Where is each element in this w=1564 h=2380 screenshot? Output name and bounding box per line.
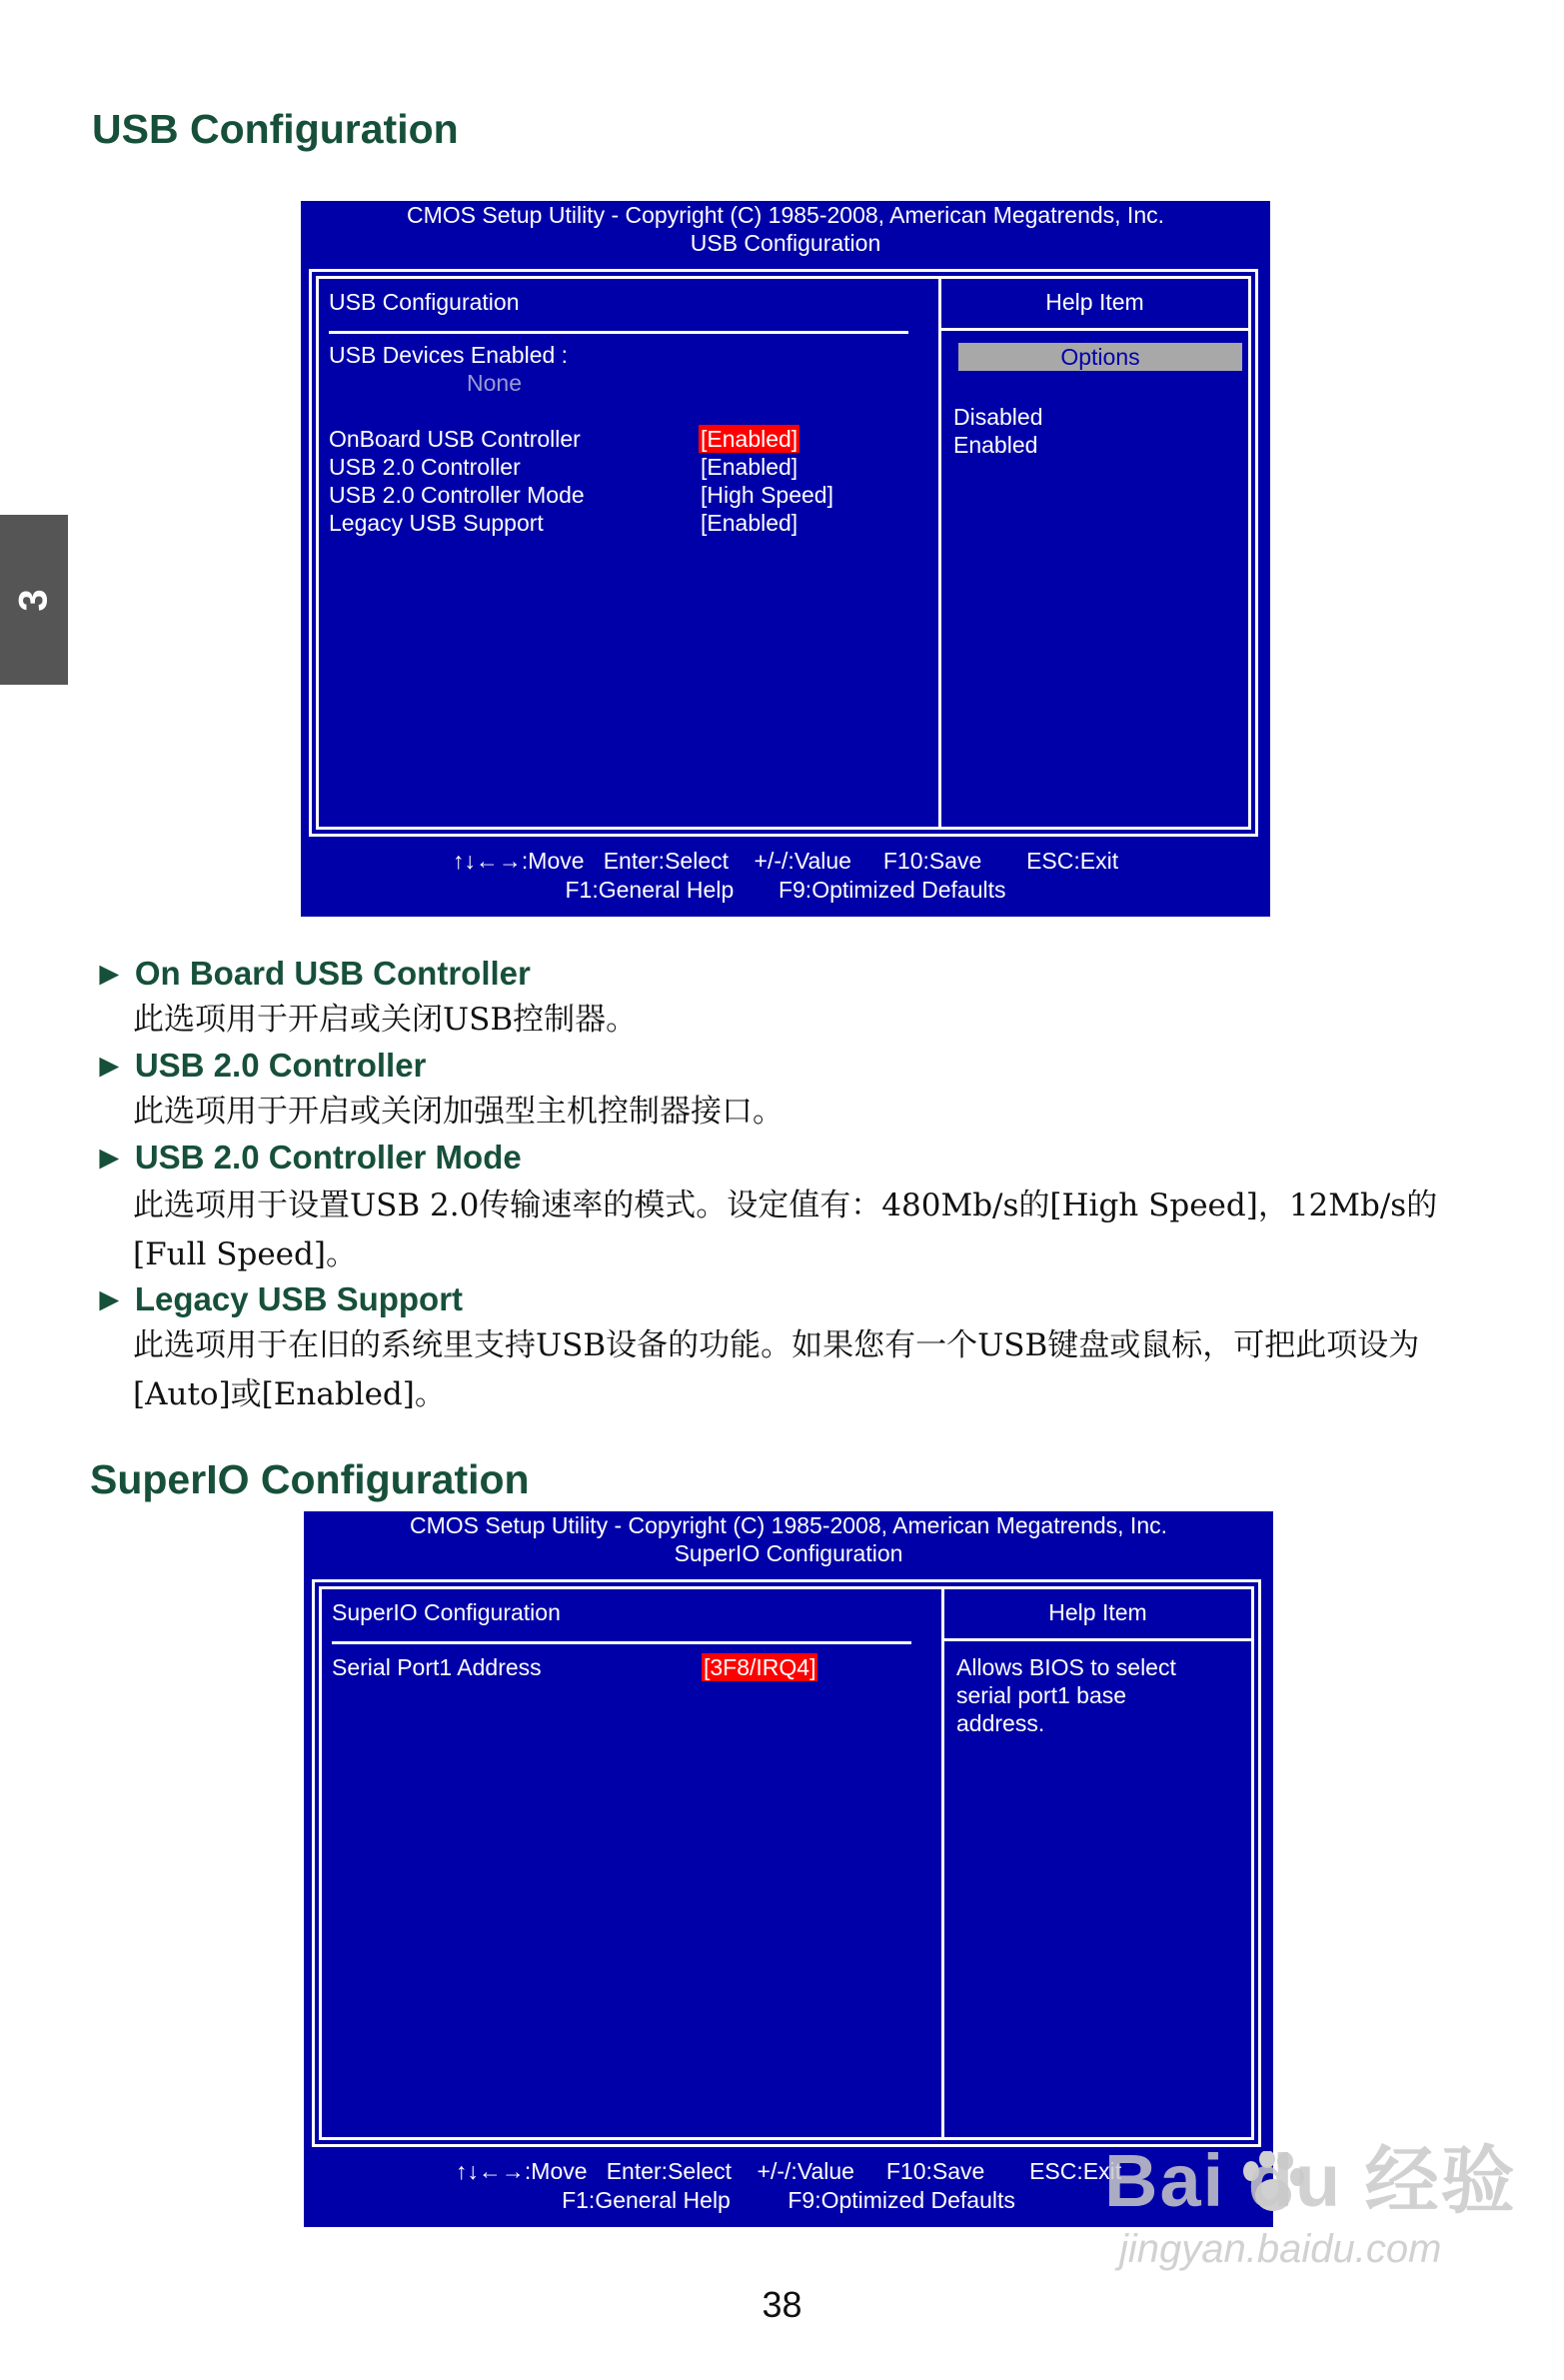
main-panel-heading: USB Configuration bbox=[329, 289, 520, 315]
setting-value-usb2-controller[interactable]: [Enabled] bbox=[701, 454, 798, 480]
setting-value-legacy-usb[interactable]: [Enabled] bbox=[701, 510, 798, 536]
setting-label-legacy-usb[interactable]: Legacy USB Support bbox=[329, 510, 544, 536]
help-divider bbox=[941, 328, 1248, 331]
help-text-line: Allows BIOS to select bbox=[956, 1654, 1176, 1680]
bios-frame bbox=[309, 269, 1258, 837]
item-title-onboard-usb: ► On Board USB Controller bbox=[93, 955, 531, 992]
baidu-watermark: Bai du 经验 bbox=[1104, 2139, 1517, 2222]
item-title-legacy-usb: ► Legacy USB Support bbox=[93, 1280, 464, 1317]
options-bar: Options bbox=[958, 343, 1242, 371]
usb-devices-label: USB Devices Enabled : bbox=[329, 342, 569, 368]
setting-label-usb2-mode[interactable]: USB 2.0 Controller Mode bbox=[329, 482, 585, 508]
item-title-usb2-mode: ► USB 2.0 Controller Mode bbox=[93, 1139, 522, 1176]
panel-divider bbox=[938, 279, 941, 827]
item-title-usb2-controller: ► USB 2.0 Controller bbox=[93, 1047, 427, 1084]
bios-frame bbox=[312, 1579, 1261, 2147]
usb-devices-value: None bbox=[467, 370, 522, 396]
bios-screen-usb bbox=[301, 201, 1270, 917]
bios-titlebar bbox=[301, 201, 1270, 257]
main-heading-rule bbox=[329, 331, 908, 334]
help-panel-heading: Help Item bbox=[1045, 289, 1144, 315]
chapter-number: 3 bbox=[11, 588, 56, 612]
section-heading-superio: SuperIO Configuration bbox=[90, 1456, 530, 1502]
bios-keyhelp-line1: ↑↓←→:Move Enter:Select +/-/:Value F10:Save ESC:Exit bbox=[455, 2158, 1122, 2184]
bios-frame-inner bbox=[316, 276, 1251, 830]
bios-screen-title: USB Configuration bbox=[690, 230, 881, 256]
help-divider bbox=[944, 1638, 1251, 1641]
bios-keyhelp-line1: ↑↓←→:Move Enter:Select +/-/:Value F10:Save ESC:Exit bbox=[452, 848, 1119, 874]
item-desc-usb2-mode: 此选项用于设置USB 2.0传输速率的模式。设定值有：480Mb/s的[High Speed]，12Mb/s的[Full Speed]。 bbox=[133, 1188, 1438, 1272]
panel-divider bbox=[941, 1589, 944, 2137]
bios-titlebar bbox=[304, 1511, 1273, 1567]
section-heading-usb: USB Configuration bbox=[92, 106, 459, 152]
setting-label-usb2-controller[interactable]: USB 2.0 Controller bbox=[329, 454, 521, 480]
setting-value-onboard-usb[interactable]: [Enabled] bbox=[701, 426, 798, 452]
item-desc-legacy-usb: 此选项用于在旧的系统里支持USB设备的功能。如果您有一个USB键盘或鼠标，可把此项设为[Auto]或[Enabled]。 bbox=[133, 1327, 1420, 1412]
bios-copyright: CMOS Setup Utility - Copyright (C) 1985-2008, American Megatrends, Inc. bbox=[406, 202, 1165, 228]
item-desc-usb2-controller: 此选项用于开启或关闭加强型主机控制器接口。 bbox=[133, 1094, 783, 1130]
setting-value-usb2-mode[interactable]: [High Speed] bbox=[701, 482, 833, 508]
bios-copyright: CMOS Setup Utility - Copyright (C) 1985-2008, American Megatrends, Inc. bbox=[409, 1512, 1168, 1538]
main-heading-rule bbox=[332, 1641, 911, 1644]
bios-frame-inner bbox=[319, 1586, 1254, 2140]
main-panel-heading: SuperIO Configuration bbox=[332, 1599, 561, 1625]
bios-screen-title: SuperIO Configuration bbox=[674, 1540, 903, 1566]
option-enabled[interactable]: Enabled bbox=[953, 432, 1038, 458]
help-text-line: serial port1 base bbox=[956, 1682, 1127, 1708]
chapter-tab bbox=[0, 515, 68, 685]
setting-label-serial-port1[interactable]: Serial Port1 Address bbox=[332, 1654, 542, 1680]
bios-screen-superio bbox=[304, 1511, 1273, 2227]
setting-value-serial-port1[interactable]: [3F8/IRQ4] bbox=[704, 1654, 816, 1680]
page-number: 38 bbox=[762, 2284, 802, 2325]
help-text-line: address. bbox=[956, 1710, 1045, 1736]
bios-keyhelp-line2: F1:General Help F9:Optimized Defaults bbox=[562, 2187, 1015, 2213]
setting-label-onboard-usb[interactable]: OnBoard USB Controller bbox=[329, 426, 581, 452]
bios-keyhelp-line2: F1:General Help F9:Optimized Defaults bbox=[565, 877, 1006, 903]
baidu-watermark-url: jingyan.baidu.com bbox=[1119, 2227, 1442, 2271]
help-panel-heading: Help Item bbox=[1048, 1599, 1147, 1625]
option-disabled[interactable]: Disabled bbox=[953, 404, 1043, 430]
item-desc-onboard-usb: 此选项用于开启或关闭USB控制器。 bbox=[133, 1002, 638, 1038]
